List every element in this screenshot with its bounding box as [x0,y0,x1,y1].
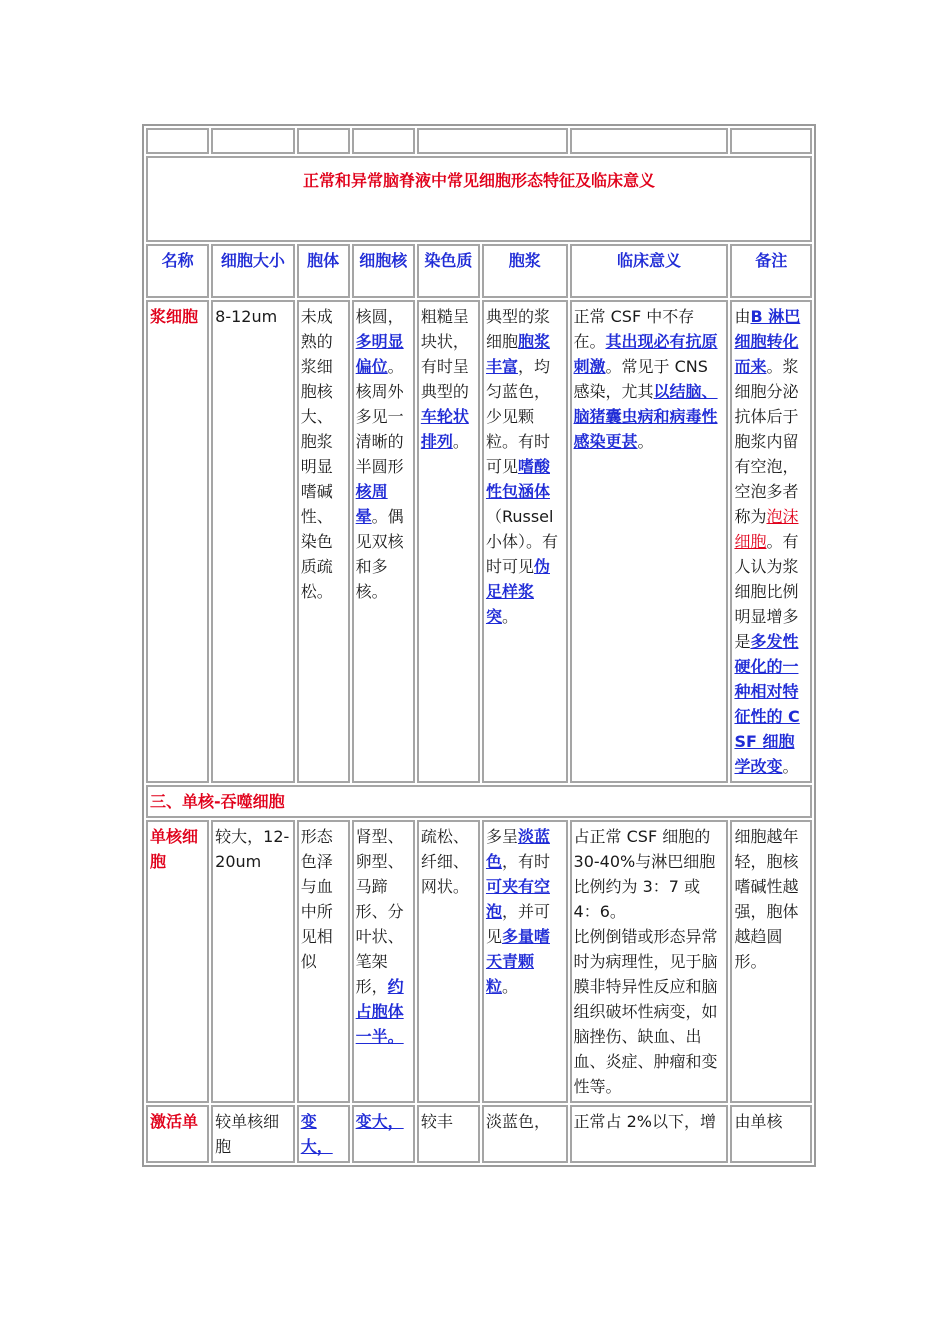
link[interactable]: 约占胞体一半。 [355,977,404,1046]
link[interactable]: 多明显偏位 [355,332,404,376]
text: 。 [782,757,799,776]
table-row [146,300,812,783]
link[interactable]: 泡沫细胞 [734,507,799,551]
link[interactable]: 可夹有空泡 [485,877,550,921]
text: 。 [637,432,654,451]
title-row [146,156,812,242]
link[interactable]: 嗜酸性包涵体 [485,457,550,501]
cell-size: 8-12um [211,300,295,783]
link[interactable]: 变大， [355,1112,404,1131]
cell-nucleus [352,300,415,783]
link[interactable]: 多发性硬化的一种相对特征性的 CSF 细胞学改变 [734,632,800,776]
cell-cytoplasm: 淡蓝色， [482,1105,568,1163]
cell-size: 较单核细胞 [211,1105,295,1163]
link[interactable]: 其出现必有抗原刺激 [573,332,718,376]
link[interactable]: 以结脑、脑猪囊虫病和病毒性感染更甚 [573,382,718,451]
link[interactable]: 核周晕 [355,482,388,526]
text: 典型的浆细胞 [485,307,550,351]
header-clinical: 临床意义 [570,244,729,298]
text: 粗糙呈块状，有时呈典型的 [420,307,469,401]
header-body: 胞体 [297,244,350,298]
text: 多呈 [485,827,518,846]
header-name: 名称 [146,244,209,298]
text: 。 [501,977,518,996]
cell-clinical [570,820,729,1103]
cell-chromatin: 较丰 [417,1105,480,1163]
text: ，均匀蓝色，少见颗粒。有时可见 [485,357,550,476]
text: 。 [501,607,518,626]
link[interactable]: 伪足样浆突 [485,557,550,626]
text: 核圆， [355,307,404,326]
cell-note [730,300,812,783]
cell-note: 由单核 [730,1105,812,1163]
header-chromatin: 染色质 [417,244,480,298]
cell-note: 细胞越年轻，胞核嗜碱性越强，胞体越趋圆形。 [730,820,812,1103]
text: 比例倒错或形态异常时为病理性，见于脑膜非特异性反应和脑组织破坏性病变，如脑挫伤、缺血、出血、炎症、肿瘤和变性等。 [573,927,718,1096]
cell-nucleus [352,820,415,1103]
link[interactable]: 淡蓝色 [485,827,550,871]
cell-chromatin: 疏松、纤细、网状。 [417,820,480,1103]
cell-cytoplasm [482,300,568,783]
section-title: 三、单核-吞噬细胞 [146,785,812,818]
link[interactable]: 车轮状排列 [420,407,469,451]
cell-chromatin [417,300,480,783]
link[interactable]: 变大， [300,1112,333,1156]
text: 肾型、卵型、马蹄形、分叶状、笔架形， [355,827,404,996]
text: 。有人认为浆细胞比例明显增多是 [734,532,799,651]
text: 正常 CSF 中不存在。 [573,307,695,351]
table-row [146,1105,812,1163]
header-cytoplasm: 胞浆 [482,244,568,298]
table-title: 正常和异常脑脊液中常见细胞形态特征及临床意义 [146,156,812,242]
text: ，并可见 [485,902,550,946]
text: 。 [452,432,469,451]
link[interactable]: B 淋巴细胞转化而来 [734,307,801,376]
cell-morphology-table [142,124,816,1167]
cell-type-name: 浆细胞 [146,300,209,783]
text: 。常见于 CNS 感染，尤其 [573,357,708,401]
cell-type-name: 单核细胞 [146,820,209,1103]
header-size: 细胞大小 [211,244,295,298]
header-row [146,244,812,298]
cell-nucleus [352,1105,415,1163]
cell-cytoplasm [482,820,568,1103]
link[interactable]: 胞浆丰富 [485,332,550,376]
cell-clinical [570,300,729,783]
text: 。偶见双核和多核。 [355,507,404,601]
table-row [146,820,812,1103]
link[interactable]: 多量嗜天青颗粒 [485,927,550,996]
cell-type-name: 激活单 [146,1105,209,1163]
cell-size: 较大，12-20um [211,820,295,1103]
cell-body: 形态色泽与血中所见相似 [297,820,350,1103]
cell-body: 未成熟的浆细胞核大、胞浆明显嗜碱性、染色质疏松。 [297,300,350,783]
header-nucleus: 细胞核 [352,244,415,298]
text: 。核周外多见一清晰的半圆形 [355,357,404,476]
text: 由 [734,307,751,326]
spacer-row [146,128,812,154]
cell-clinical: 正常占 2%以下，增 [570,1105,729,1163]
section-row [146,785,812,818]
text: 占正常 CSF 细胞的 30-40%与淋巴细胞比例约为 3：7 或 4：6。 [573,827,716,921]
text: ，有时 [501,852,550,871]
cell-body [297,1105,350,1163]
text: 。浆细胞分泌抗体后于胞浆内留有空泡，空泡多者称为 [734,357,799,526]
header-note: 备注 [730,244,812,298]
text: （Russel小体）。有时可见 [485,507,558,576]
